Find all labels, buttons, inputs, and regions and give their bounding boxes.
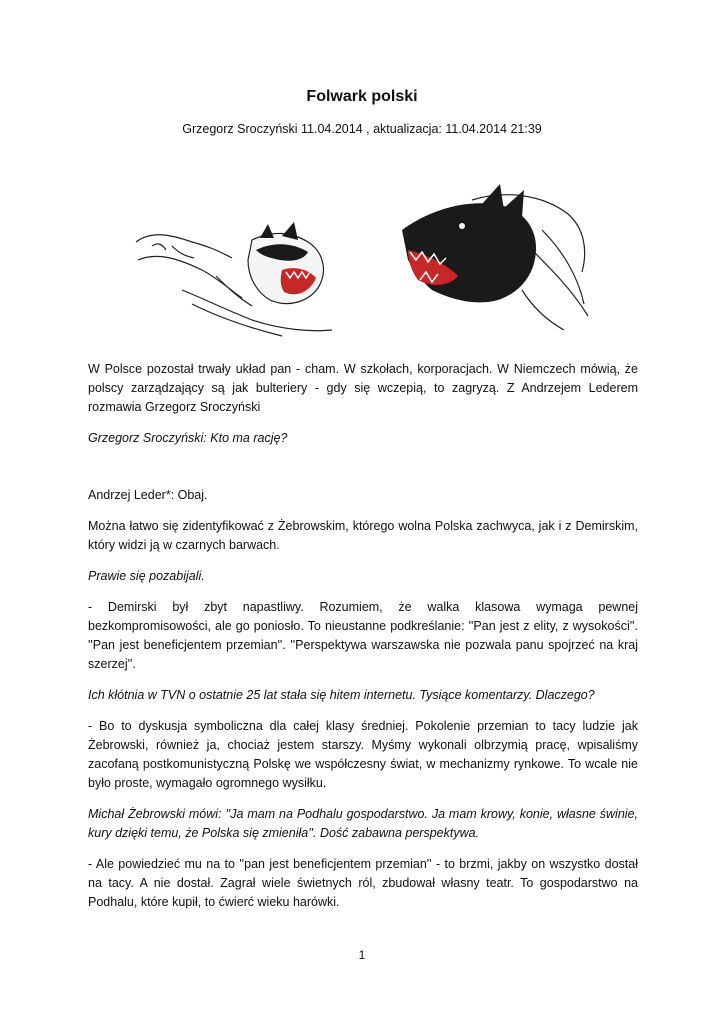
article-body bbox=[88, 360, 638, 924]
page-number: 1 bbox=[358, 948, 366, 962]
article-paragraph: W Polsce pozostał trwały układ pan - cham. W szkołach, korporacjach. W Niemczech mówią, że polscy zarządzający są jak bulteriery - gdy się wczepią, to zagryzą. Z Andrzejem Lederem rozmawia Grzegorz Sroczyński bbox=[88, 362, 638, 414]
right-dog-head bbox=[402, 184, 536, 302]
byline: Grzegorz Sroczyński 11.04.2014 , aktualizacja: 11.04.2014 21:39 bbox=[182, 122, 542, 136]
interview-question: Prawie się pozabijali. bbox=[88, 569, 205, 583]
interview-question: Michał Żebrowski mówi: ''Ja mam na Podhalu gospodarstwo. Ja mam krowy, konie, własne świnie, kury dzięki temu, że Polska się zmieniła''. Dość zabawna perspektywa. bbox=[88, 807, 638, 840]
interview-answer: Można łatwo się zidentyfikować z Żebrowskim, którego wolna Polska zachwyca, jak i z Demirskim, który widzi ją w czarnych barwach. bbox=[88, 519, 638, 552]
interview-answer: - Ale powiedzieć mu na to ''pan jest beneficjentem przemian'' - to brzmi, jakby on wszystko dostał na tacy. A nie dostał. Zagrał wiele świetnych ról, zbudował własny teatr. To gospodarstwo na Podhalu, które kupił, to ćwierć wieku harówki. bbox=[88, 857, 638, 909]
interview-question: Grzegorz Sroczyński: Kto ma rację? bbox=[88, 431, 288, 445]
interview-answer: - Bo to dyskusja symboliczna dla całej klasy średniej. Pokolenie przemian to tacy ludzie jak Żebrowski, również ja, chociaż jestem starszy. Myśmy wykonali olbrzymią pracę, wpisaliśmy zacofaną postkomunistyczną Polskę we współczesny świat, w mechanizmy rynkowe. To wcale nie było proste, wymagało ogromnego wysiłku. bbox=[88, 719, 638, 790]
interview-question: Ich kłótnia w TVN o ostatnie 25 lat stała się hitem internetu. Tysiące komentarzy. Dlaczego? bbox=[88, 688, 595, 702]
interview-answer: - Demirski był zbyt napastliwy. Rozumiem, że walka klasowa wymaga pewnej bezkompromisowości, ale go poniosło. To nieustanne podkreślanie: ''Pan jest z elity, z wysokości''. ''Pan jest beneficjentem przemian''. ''Perspektywa warszawska nie pozwala panu spojrzeć na kraj szerzej''. bbox=[88, 600, 638, 671]
page-title: Folwark polski bbox=[306, 88, 418, 105]
interview-answer: Andrzej Leder*: Obaj. bbox=[88, 488, 208, 502]
illustration-fighting-dogs bbox=[132, 180, 592, 342]
